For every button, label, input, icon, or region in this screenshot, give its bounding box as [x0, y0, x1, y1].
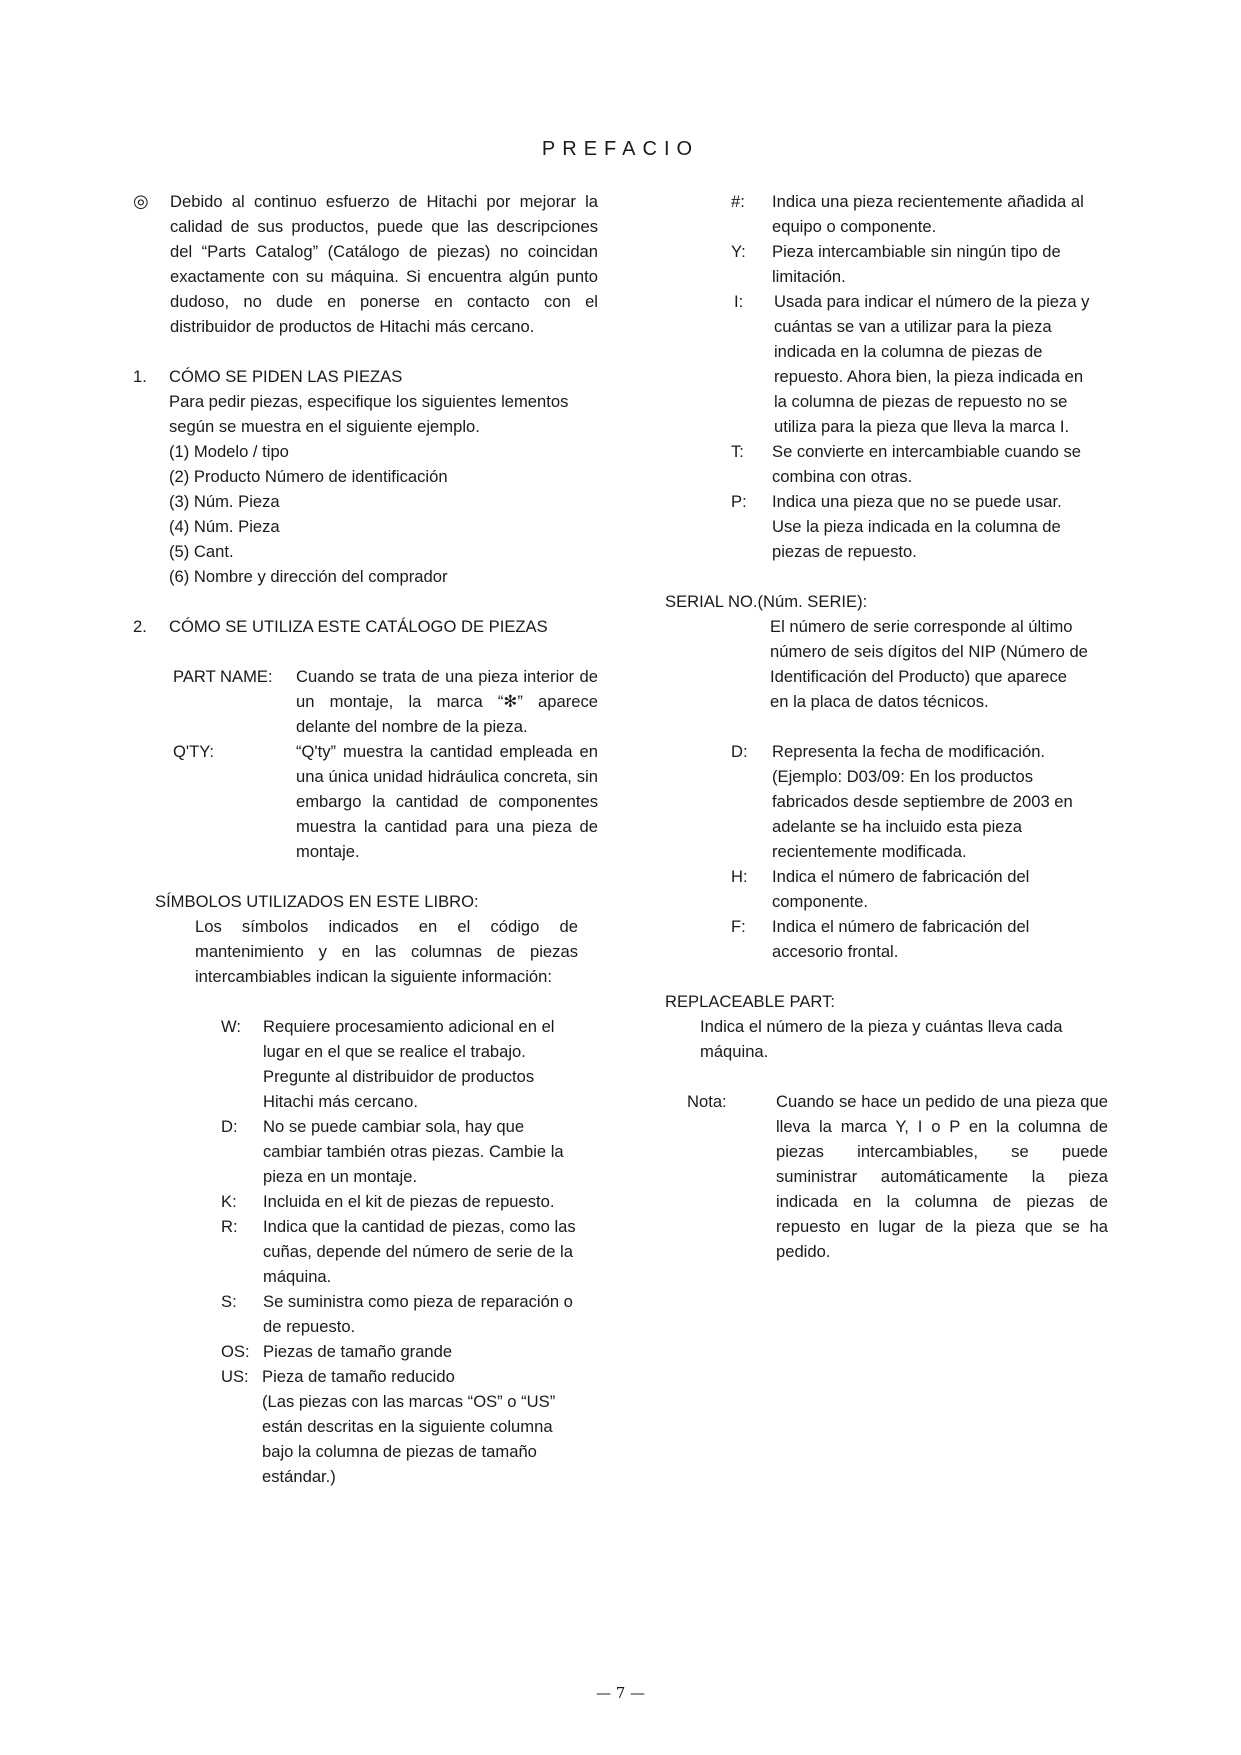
text-line: Indica el número de fabricación del — [772, 867, 1030, 886]
symbol-description — [262, 1364, 555, 1489]
text-line: máquina. — [263, 1267, 332, 1286]
symbol-code: US: — [221, 1367, 249, 1386]
def-text-qty: “Q'ty” muestra la cantidad empleada en una única unidad hidráulica concreta, sin embargo la cantidad de componentes muestra la cantidad para una pieza de montaje. — [296, 742, 598, 861]
symbol-description — [263, 1289, 573, 1339]
list-item: (4) Núm. Pieza — [169, 517, 280, 536]
list-item: (3) Núm. Pieza — [169, 492, 280, 511]
text-line: Requiere procesamiento adicional en el — [263, 1017, 555, 1036]
text-line: la columna de piezas de repuesto no se — [774, 392, 1068, 411]
def-term-part-name: PART NAME: — [173, 667, 273, 686]
text-line: Representa la fecha de modificación. — [772, 742, 1046, 761]
list-item: (5) Cant. — [169, 542, 234, 561]
symbols-intro: Los símbolos indicados en el código de mantenimiento y en las columnas de piezas intercambiables indican la siguiente información: — [195, 917, 578, 986]
text-line: Hitachi más cercano. — [263, 1092, 418, 1111]
text-line: (Ejemplo: D03/09: En los productos — [772, 767, 1034, 786]
intro-marker: ◎ — [133, 191, 149, 211]
section1-intro: Para pedir piezas, especifique los siguientes lementos según se muestra en el siguiente ejemplo. — [169, 392, 569, 436]
symbol-description — [772, 439, 1081, 489]
symbol-description — [772, 489, 1062, 564]
symbol-description — [263, 1114, 564, 1189]
nota-text: Cuando se hace un pedido de una pieza que lleva la marca Y, I o P en la columna de piezas intercambiables, se puede suministrar automáticamente la pieza indicada en la columna de piezas de repuesto en lugar de la pieza que se ha pedido. — [776, 1092, 1108, 1261]
text-line: Indica una pieza que no se puede usar. — [772, 492, 1062, 511]
text-line: pieza en un montaje. — [263, 1167, 418, 1186]
text-line: Indica el número de fabricación del — [772, 917, 1030, 936]
text-line: Usada para indicar el número de la pieza y — [774, 292, 1090, 311]
text-line: Pieza intercambiable sin ningún tipo de — [772, 242, 1061, 261]
text-line: utiliza para la pieza que lleva la marca I. — [774, 417, 1070, 436]
symbol-code: P: — [731, 492, 747, 511]
section2-number: 2. — [133, 617, 147, 636]
text-line: lugar en el que se realice el trabajo. — [263, 1042, 526, 1061]
text-line: equipo o componente. — [772, 217, 937, 236]
text-line: bajo la columna de piezas de tamaño — [262, 1442, 537, 1461]
symbol-code: H: — [731, 867, 748, 886]
text-line: Identificación del Producto) que aparece — [770, 667, 1068, 686]
text-line: estándar.) — [262, 1467, 336, 1486]
replaceable-description — [700, 1014, 1063, 1064]
text-line: piezas de repuesto. — [772, 542, 917, 561]
text-line: recientemente modificada. — [772, 842, 967, 861]
symbol-description — [774, 289, 1089, 439]
text-line: en la placa de datos técnicos. — [770, 692, 989, 711]
text-line: No se puede cambiar sola, hay que — [263, 1117, 525, 1136]
text-line: Se convierte en intercambiable cuando se — [772, 442, 1082, 461]
text-line: repuesto. Ahora bien, la pieza indicada en — [774, 367, 1084, 386]
text-line: limitación. — [772, 267, 846, 286]
def-term-qty: Q'TY: — [173, 742, 214, 761]
text-line: Pregunte al distribuidor de productos — [263, 1067, 535, 1086]
symbol-description — [772, 189, 1084, 239]
symbol-code: T: — [731, 442, 744, 461]
text-line: combina con otras. — [772, 467, 913, 486]
symbol-code: F: — [731, 917, 746, 936]
page-number: — 7 — — [595, 1684, 646, 1702]
text-line: componente. — [772, 892, 868, 911]
text-line: máquina. — [700, 1042, 769, 1061]
symbol-description — [772, 739, 1073, 864]
section1-number: 1. — [133, 367, 147, 386]
text-line: Piezas de tamaño grande — [263, 1342, 453, 1361]
list-item: (6) Nombre y dirección del comprador — [169, 567, 448, 586]
serial-heading: SERIAL NO.(Núm. SERIE): — [665, 592, 868, 611]
text-line: cuántas se van a utilizar para la pieza — [774, 317, 1052, 336]
symbols-heading: SÍMBOLOS UTILIZADOS EN ESTE LIBRO: — [155, 892, 479, 911]
symbol-code: S: — [221, 1292, 237, 1311]
symbol-code: OS: — [221, 1342, 250, 1361]
text-line: de repuesto. — [263, 1317, 356, 1336]
text-line: Incluida en el kit de piezas de repuesto. — [263, 1192, 555, 1211]
text-line: El número de serie corresponde al último — [770, 617, 1073, 636]
text-line: indicada en la columna de piezas de — [774, 342, 1043, 361]
section1-list — [169, 439, 448, 589]
text-line: número de seis dígitos del NIP (Número de — [770, 642, 1088, 661]
text-line: Indica que la cantidad de piezas, como las — [263, 1217, 576, 1236]
intro-paragraph: Debido al continuo esfuerzo de Hitachi por mejorar la calidad de sus productos, puede que las descripciones del “Parts Catalog” (Catálogo de piezas) no coincidan exactamente con su máquina. Si encuentra algún punto dudoso, no dude en ponerse en contacto con el distribuidor de productos de Hitachi más cercano. — [170, 192, 598, 336]
symbol-code: D: — [731, 742, 748, 761]
list-item: (2) Producto Número de identificación — [169, 467, 448, 486]
replaceable-heading: REPLACEABLE PART: — [665, 992, 836, 1011]
text-line: Indica el número de la pieza y cuántas lleva cada — [700, 1017, 1063, 1036]
symbol-description — [772, 914, 1029, 964]
text-line: cuñas, depende del número de serie de la — [263, 1242, 573, 1261]
serial-description — [770, 614, 1088, 714]
text-line: Se suministra como pieza de reparación o — [263, 1292, 573, 1311]
symbol-code: I: — [734, 292, 744, 311]
text-line: Indica una pieza recientemente añadida al — [772, 192, 1084, 211]
text-line: Pieza de tamaño reducido — [262, 1367, 455, 1386]
symbol-description — [263, 1014, 555, 1114]
text-line: accesorio frontal. — [772, 942, 899, 961]
section1-heading: CÓMO SE PIDEN LAS PIEZAS — [169, 367, 403, 386]
text-line: (Las piezas con las marcas “OS” o “US” — [262, 1392, 556, 1411]
symbol-code: Y: — [731, 242, 746, 261]
text-line: fabricados desde septiembre de 2003 en — [772, 792, 1073, 811]
symbol-code: D: — [221, 1117, 238, 1136]
symbol-description — [263, 1339, 452, 1364]
text-line: cambiar también otras piezas. Cambie la — [263, 1142, 564, 1161]
symbol-code: R: — [221, 1217, 238, 1236]
text-line: adelante se ha incluido esta pieza — [772, 817, 1023, 836]
text-line: están descritas en la siguiente columna — [262, 1417, 553, 1436]
symbol-code: K: — [221, 1192, 237, 1211]
symbol-description — [772, 864, 1029, 914]
text-line: Use la pieza indicada en la columna de — [772, 517, 1061, 536]
page-title: PREFACIO — [541, 138, 700, 160]
symbol-description — [263, 1189, 555, 1214]
symbol-code: W: — [221, 1017, 241, 1036]
list-item: (1) Modelo / tipo — [169, 442, 289, 461]
nota-label: Nota: — [687, 1092, 727, 1111]
symbol-code: #: — [731, 192, 745, 211]
symbol-description — [772, 239, 1061, 289]
symbol-description — [263, 1214, 576, 1289]
def-text-part-name: Cuando se trata de una pieza interior de un montaje, la marca “✻” aparece delante del nombre de la pieza. — [296, 667, 598, 736]
section2-heading: CÓMO SE UTILIZA ESTE CATÁLOGO DE PIEZAS — [169, 617, 548, 636]
